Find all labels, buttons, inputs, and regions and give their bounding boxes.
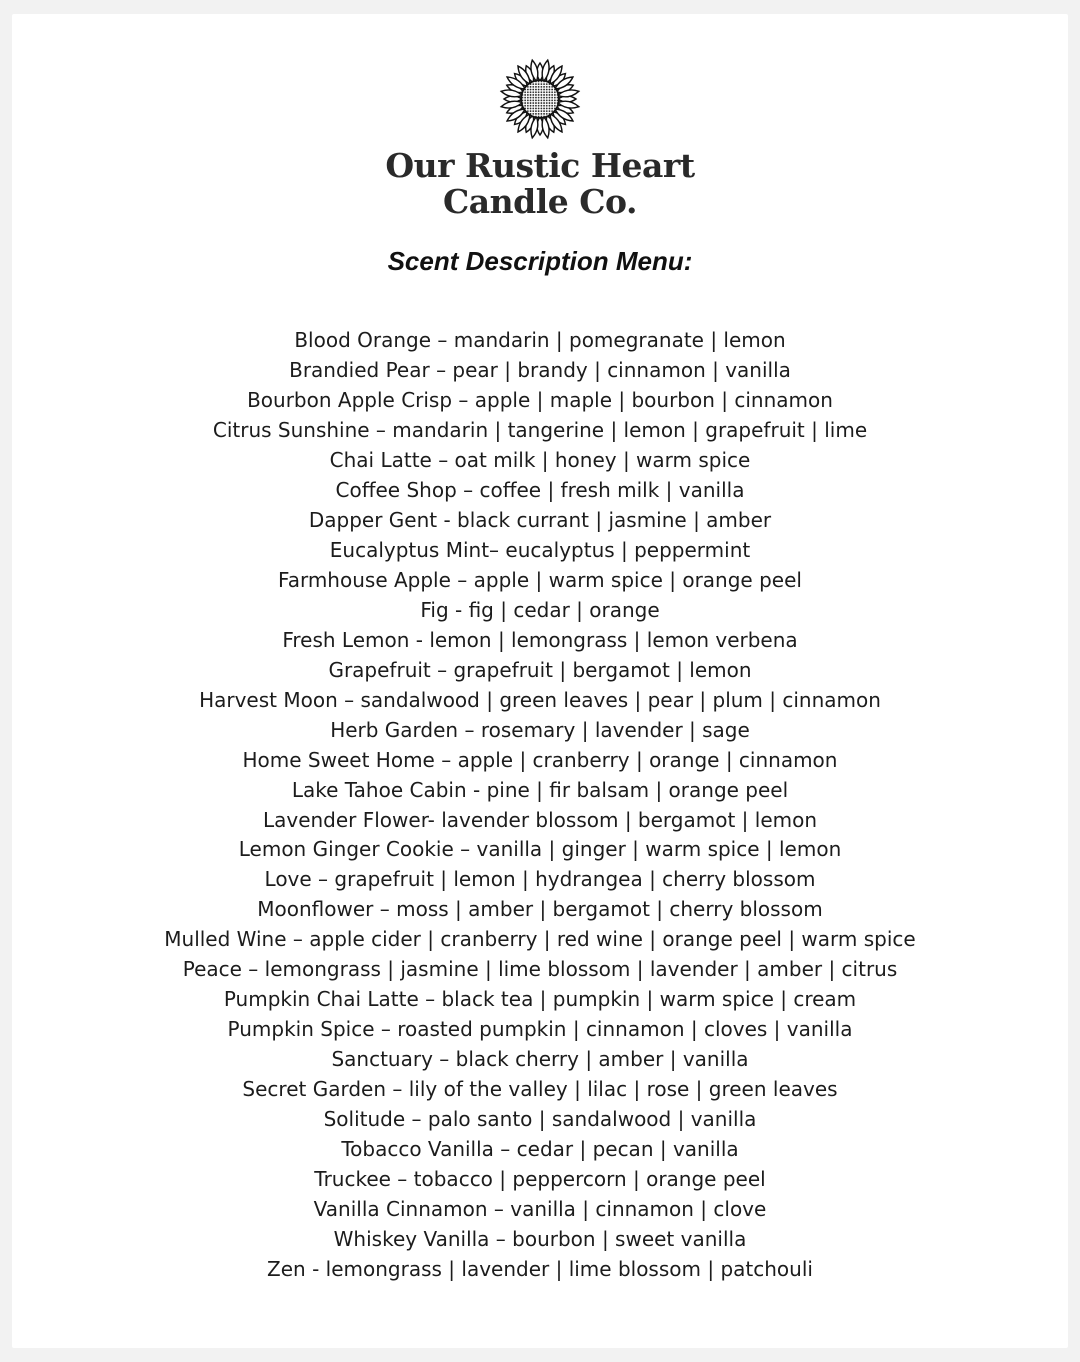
scent-item: Dapper Gent - black currant | jasmine | amber	[308, 507, 772, 532]
scent-item: Vanilla Cinnamon – vanilla | cinnamon | clove	[313, 1197, 767, 1222]
scent-item: Pumpkin Chai Latte – black tea | pumpkin | warm spice | cream	[223, 987, 857, 1012]
scent-item: Fig - fig | cedar | orange	[420, 597, 660, 622]
scent-list	[12, 326, 1068, 1285]
scent-item: Peace – lemongrass | jasmine | lime blossom | lavender | amber | citrus	[182, 957, 898, 982]
scent-item: Herb Garden – rosemary | lavender | sage	[330, 717, 750, 742]
scent-item: Solitude – palo santo | sandalwood | vanilla	[323, 1107, 757, 1132]
scent-item: Truckee – tobacco | peppercorn | orange peel	[314, 1167, 766, 1192]
scent-item: Grapefruit – grapefruit | bergamot | lemon	[328, 657, 752, 682]
scent-item: Farmhouse Apple – apple | warm spice | orange peel	[278, 567, 802, 592]
brand-logo	[12, 54, 1068, 220]
scent-item: Harvest Moon – sandalwood | green leaves | pear | plum | cinnamon	[199, 687, 881, 712]
brand-name-line1: Our Rustic Heart	[385, 146, 695, 185]
scent-item: Eucalyptus Mint– eucalyptus | peppermint	[329, 537, 751, 562]
scent-item: Lemon Ginger Cookie – vanilla | ginger | warm spice | lemon	[238, 837, 842, 862]
brand-name-line2: Candle Co.	[443, 182, 637, 221]
menu-page	[12, 14, 1068, 1348]
scent-item: Moonflower – moss | amber | bergamot | cherry blossom	[257, 897, 823, 922]
page-title: Scent Description Menu:	[387, 246, 693, 276]
scent-item: Mulled Wine – apple cider | cranberry | red wine | orange peel | warm spice	[164, 927, 916, 952]
scent-item: Love – grapefruit | lemon | hydrangea | cherry blossom	[264, 867, 816, 892]
scent-item: Lavender Flower- lavender blossom | bergamot | lemon	[262, 807, 818, 832]
scent-item: Citrus Sunshine – mandarin | tangerine | lemon | grapefruit | lime	[212, 417, 868, 442]
scent-item: Chai Latte – oat milk | honey | warm spice	[329, 447, 751, 472]
scent-item: Blood Orange – mandarin | pomegranate | lemon	[294, 328, 786, 352]
scent-item: Brandied Pear – pear | brandy | cinnamon | vanilla	[289, 357, 791, 382]
scent-item: Pumpkin Spice – roasted pumpkin | cinnamon | cloves | vanilla	[227, 1017, 853, 1042]
scent-item: Coffee Shop – coffee | fresh milk | vanilla	[335, 477, 745, 502]
scent-item: Sanctuary – black cherry | amber | vanilla	[331, 1047, 749, 1072]
scent-item: Fresh Lemon - lemon | lemongrass | lemon verbena	[282, 627, 798, 652]
sunflower-icon	[495, 54, 585, 144]
scent-item: Tobacco Vanilla – cedar | pecan | vanilla	[341, 1137, 739, 1162]
scent-item: Bourbon Apple Crisp – apple | maple | bourbon | cinnamon	[247, 387, 833, 412]
scent-item: Secret Garden – lily of the valley | lilac | rose | green leaves	[242, 1077, 838, 1102]
scent-item: Whiskey Vanilla – bourbon | sweet vanilla	[333, 1227, 747, 1252]
scent-item: Home Sweet Home – apple | cranberry | orange | cinnamon	[242, 747, 838, 772]
scent-item: Lake Tahoe Cabin - pine | fir balsam | orange peel	[291, 777, 789, 802]
scent-item: Zen - lemongrass | lavender | lime blossom | patchouli	[267, 1257, 813, 1282]
